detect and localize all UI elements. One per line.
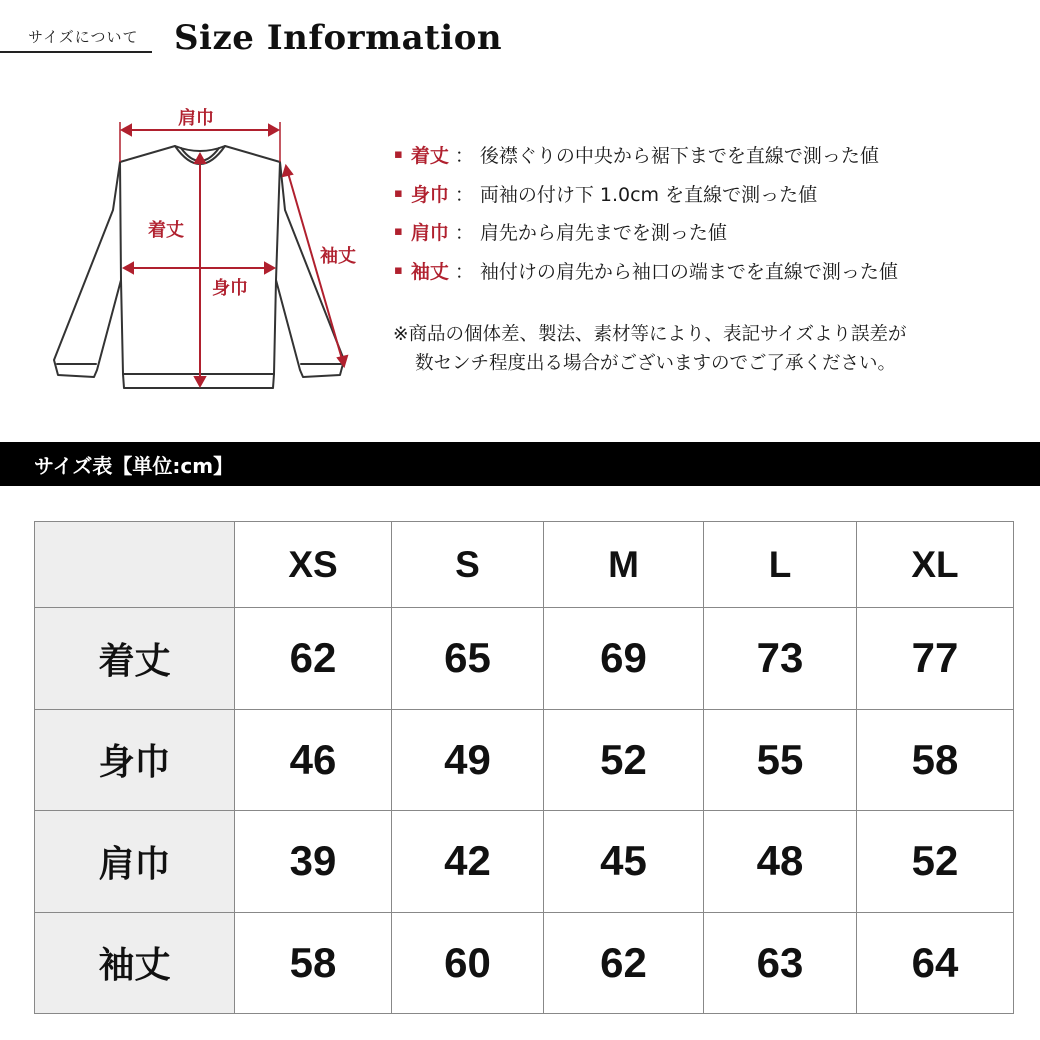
- size-header: L: [704, 522, 857, 608]
- table-cell: 52: [857, 811, 1014, 913]
- note-separator: ：: [454, 144, 474, 167]
- table-corner-cell: [35, 522, 235, 608]
- table-cell: 49: [392, 709, 544, 811]
- size-table-title: サイズ表【単位:cm】: [34, 454, 234, 478]
- note-desc: 両袖の付け下 1.0cm を直線で測った値: [479, 183, 818, 206]
- page-title: Size Information: [174, 18, 503, 58]
- table-cell: 62: [544, 912, 704, 1014]
- measurement-notes: [394, 135, 1034, 290]
- bullet-icon: ▪: [394, 224, 403, 240]
- note-item: [394, 174, 1034, 213]
- size-header: S: [392, 522, 544, 608]
- table-row: [35, 912, 1014, 1014]
- note-separator: ：: [454, 183, 474, 206]
- shirt-diagram: [0, 90, 400, 410]
- diagram-label-shoulder: 肩巾: [178, 108, 214, 129]
- table-cell: 52: [544, 709, 704, 811]
- row-label: 袖丈: [35, 912, 235, 1014]
- diagram-label-body-width: 身巾: [212, 278, 248, 299]
- table-row: [35, 811, 1014, 913]
- bullet-icon: ▪: [394, 262, 403, 278]
- note-term: 身巾: [410, 183, 449, 206]
- header-jp-label: サイズについて: [28, 28, 139, 46]
- diagram-label-length: 着丈: [148, 220, 184, 241]
- table-cell: 63: [704, 912, 857, 1014]
- table-row: [35, 709, 1014, 811]
- table-cell: 73: [704, 608, 857, 710]
- note-separator: ：: [454, 222, 474, 245]
- note-term: 袖丈: [410, 260, 449, 283]
- table-row: [35, 608, 1014, 710]
- bullet-icon: ▪: [394, 185, 403, 201]
- note-item: [394, 251, 1034, 290]
- note-term: 着丈: [410, 144, 449, 167]
- size-header: XL: [857, 522, 1014, 608]
- note-item: [394, 135, 1034, 174]
- row-label: 肩巾: [35, 811, 235, 913]
- disclaimer-line: ※商品の個体差、製法、素材等により、表記サイズより誤差が: [393, 324, 907, 345]
- note-item: [394, 212, 1034, 251]
- size-header: XS: [235, 522, 392, 608]
- note-desc: 袖付けの肩先から袖口の端までを直線で測った値: [479, 260, 898, 283]
- table-cell: 77: [857, 608, 1014, 710]
- table-cell: 58: [857, 709, 1014, 811]
- table-cell: 58: [235, 912, 392, 1014]
- disclaimer-line: 数センチ程度出る場合がございますのでご了承ください。: [415, 353, 897, 374]
- table-cell: 65: [392, 608, 544, 710]
- size-table: [34, 521, 1014, 1014]
- table-cell: 69: [544, 608, 704, 710]
- table-cell: 62: [235, 608, 392, 710]
- table-cell: 48: [704, 811, 857, 913]
- size-header: M: [544, 522, 704, 608]
- table-cell: 55: [704, 709, 857, 811]
- note-desc: 肩先から肩先までを測った値: [479, 222, 727, 245]
- table-header-row: [35, 522, 1014, 608]
- row-label: 着丈: [35, 608, 235, 710]
- table-cell: 42: [392, 811, 544, 913]
- table-cell: 46: [235, 709, 392, 811]
- diagram-label-sleeve: 袖丈: [320, 246, 356, 267]
- bullet-icon: ▪: [394, 146, 403, 162]
- note-separator: ：: [454, 260, 474, 283]
- table-cell: 45: [544, 811, 704, 913]
- header-underline: [0, 51, 152, 53]
- table-cell: 39: [235, 811, 392, 913]
- note-desc: 後襟ぐりの中央から裾下までを直線で測った値: [479, 144, 879, 167]
- table-cell: 60: [392, 912, 544, 1014]
- size-table-header-bar: [0, 442, 1040, 486]
- table-cell: 64: [857, 912, 1014, 1014]
- row-label: 身巾: [35, 709, 235, 811]
- disclaimer: [393, 320, 1033, 378]
- note-term: 肩巾: [410, 222, 449, 245]
